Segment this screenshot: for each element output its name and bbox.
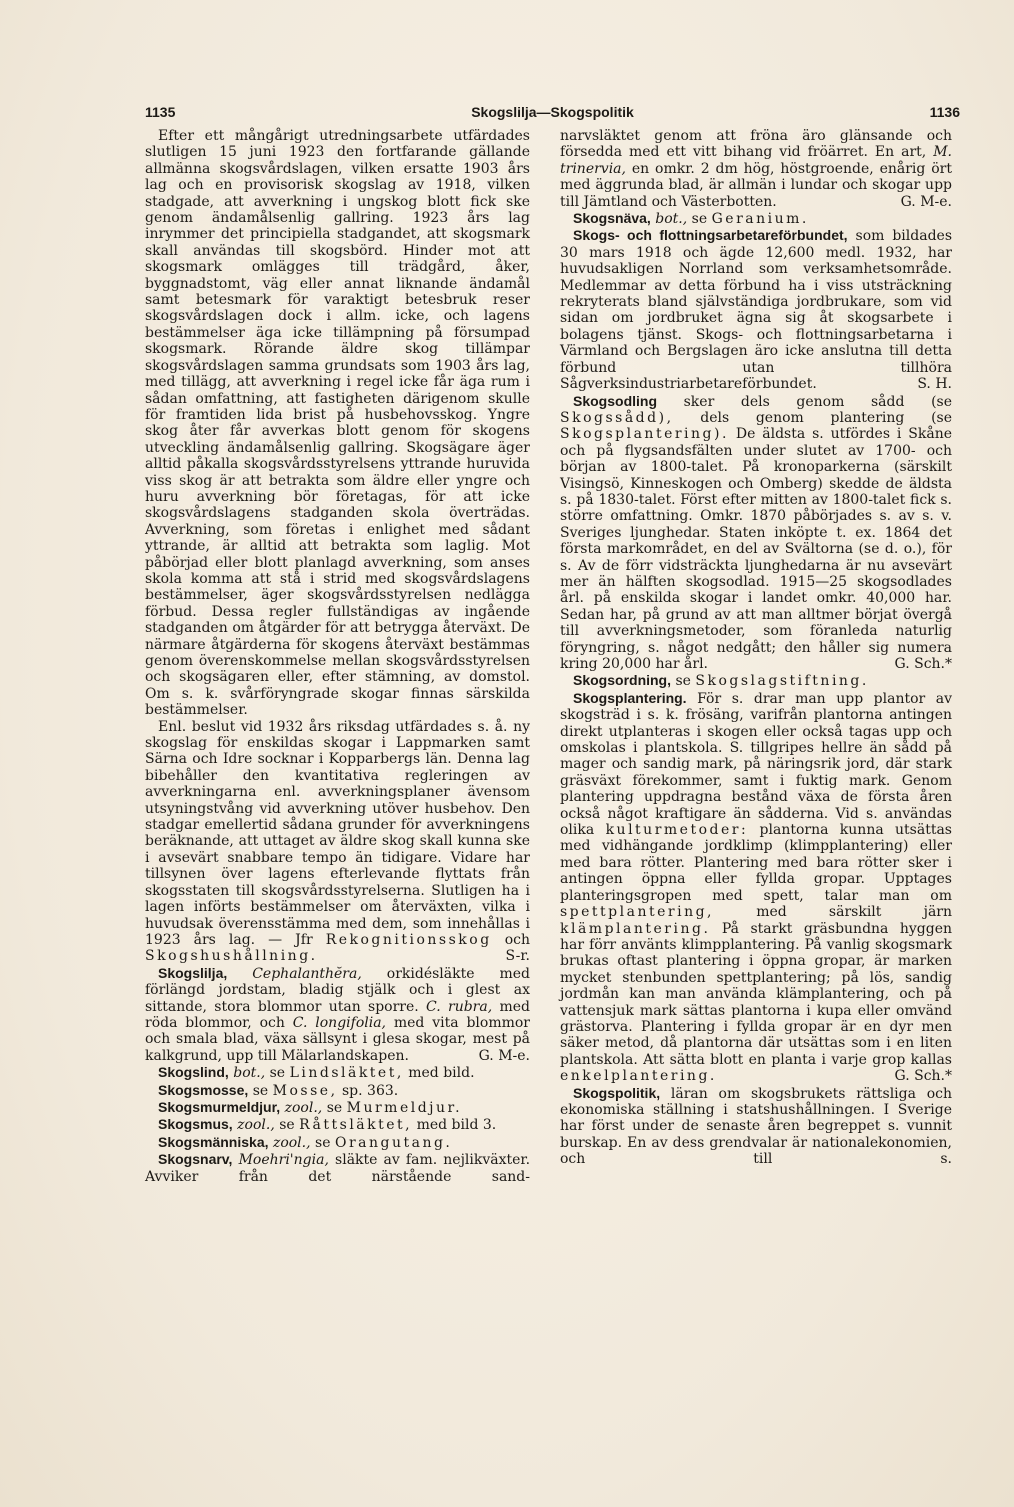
headword: Skogsordning,	[573, 672, 671, 689]
entry-skogsnarv-continued	[560, 128, 952, 210]
abbreviation: bot.,	[233, 1065, 266, 1082]
word: se	[269, 1065, 286, 1082]
right-column	[560, 128, 952, 1184]
word: se	[315, 1134, 331, 1151]
headword: Skogsnarv,	[158, 1151, 233, 1168]
running-title: Skogslilja—Skogspolitik	[471, 104, 634, 120]
headword: Skogsmurmeldjur,	[158, 1098, 281, 1115]
word: se	[326, 1099, 343, 1116]
headword: Skogslind,	[158, 1064, 229, 1081]
entry-skogsplantering	[560, 690, 952, 1085]
entry-text: som bildades 30 mars 1918 och ägde 12,600 medl. 1932, har huvudsakligen Norrland som verksamhetsområde. Medlemmar av detta förbund ha i viss utsträckning rekryterats bland självständiga jordbrukare, som vid sidan om jordbruket ägna sig åt skogsarbete i bolagens tjänst. Skogs- och flottningsarbetarna i Värmland och Bergslagen äro icke anslutna till detta förbund utan tillhöra Sågverksindustriarbetareförbundet.	[560, 228, 953, 393]
headword: Skogsnäva,	[573, 210, 651, 227]
entry-text: sker dels genom sådd (se	[683, 393, 952, 410]
headword: Skogspolitik,	[573, 1084, 661, 1101]
scientific-name: C. longifolia,	[292, 1014, 386, 1031]
entry-skogsmus	[145, 1116, 530, 1133]
entry-text: På starkt gräsbundna hyggen har förr använts klimpplantering. På vanlig skogsmark brukas oftast plantering i öppna gropar, är marken mycket stenbunden spettplantering; på lös, sandig jordmån kan man använda klämplantering, och på vattensjuk mark sättas plantorna i kupa eller omvänd grästorva. Plantering i fyllda gropar är en dyr men säker metod, då plantorna där utsättas som i en liten plantskola. Att sätta blott en planta i varje grop kallas	[560, 920, 953, 1068]
cross-reference: Murmeldjur.	[346, 1099, 463, 1116]
entry-skogsmurmeldjur	[145, 1099, 530, 1116]
cross-reference: Skogslagstiftning.	[695, 673, 869, 690]
entry-text: med bild 3.	[416, 1117, 497, 1134]
entry-skogsnava	[560, 210, 952, 227]
headword: Skogsmänniska,	[158, 1133, 269, 1150]
paragraph-text: Enl. beslut vid 1932 års riksdag utfärdades s. å. ny skogslag för enskildas skogar i Lappmarken samt Särna och Idre socknar i Kopparbergs län. Denna lag bibehåller den kvantitativa regleringen av avverkningarna enl. avverkningsplaner ävensom utsyningstvång vid avverkning utöver husbehov. Den stadgar emellertid sådana grunder för avverkningens beräknande, att uttaget av äldre skog skall kunna ske i avsevärt snabbare tempo än tidigare. Vidare har tillsynen över lagens efterlevande flyttats från skogsstaten till skogsvårdsstyrelserna. Slutligen ha i lagen införts bestämmelser om återväxten, vilka i huvudsak överensstämma med dem, som innehållas i 1923 års lag. — Jfr	[145, 718, 530, 948]
cross-reference: Skogshushållning.	[145, 948, 318, 965]
cross-reference: Lindsläktet,	[289, 1065, 404, 1082]
abbreviation: zool.,	[284, 1099, 323, 1116]
entry-text: dels genom plantering (se	[700, 409, 952, 426]
entry-text: narvsläktet genom att fröna äro glänsande och försedda med ett vitt bihang vid fröärret. En art,	[560, 128, 952, 161]
entry-skogsmosse	[145, 1082, 530, 1099]
scientific-name: Moehri'ngia,	[238, 1152, 329, 1169]
entry-skogslind	[145, 1064, 530, 1081]
term: spettplantering,	[560, 904, 714, 921]
signature: S. H.	[917, 376, 952, 393]
cross-reference: Skogsplantering).	[560, 426, 729, 443]
entry-text: med röda blommor, och	[145, 998, 531, 1031]
entry-skogsnarv	[145, 1151, 530, 1201]
paragraph	[145, 719, 530, 965]
word: se	[252, 1082, 269, 1099]
entry-text: en omkr. 2 dm hög, höstgroende, enårig ört med äggrunda blad, är allmän i lundar och skogar upp till Jämtland och Västerbotten.	[560, 160, 952, 210]
entry-text: släkte av fam. nejlikväxter. Avviker från det närstående sand-	[145, 1152, 531, 1185]
entry-skogs-och-flottningsarbetareforbundet	[560, 227, 952, 392]
page-header	[145, 104, 960, 124]
headword: Skogsmus,	[158, 1116, 233, 1133]
word: och	[504, 931, 531, 948]
signature: G. M-e.	[900, 193, 952, 210]
scientific-name: C. rubra,	[426, 998, 493, 1015]
headword: Skogsplantering.	[573, 689, 687, 706]
cross-reference: Geranium.	[711, 211, 809, 228]
entry-skogsordning	[560, 672, 952, 689]
page-number-right: 1136	[929, 104, 960, 120]
headword: Skogslilja,	[158, 964, 228, 981]
headword: Skogsmosse,	[158, 1081, 249, 1098]
entry-text: plantorna kunna utsättas med vidhängande jordklimp (klimpplantering) eller med bara rötter. Plantering med bara rötter sker i antingen öppna eller fyllda gropar. Upptages planteringsgropen med spett, talar man om	[560, 822, 952, 904]
entry-skogsodling	[560, 393, 952, 673]
entry-text: med bild.	[408, 1065, 475, 1082]
page-number-left: 1135	[145, 104, 176, 120]
abbreviation: zool.,	[237, 1117, 275, 1134]
entry-text: De äldsta s. utfördes i Skåne och på flygsandsfälten under slutet av 1700- och början av 1800-talet. På kronoparkerna (särskilt Visingsö, Kinneskogen och Omberg) skedde de äldsta s. på 1830-talet. Först efter mitten av 1800-talet fick s. större omfattning. Omkr. 1870 påbörjades s. av s. v. Sveriges ljunghedar. Staten inköpte t. ex. 1864 det första markområdet, en del av Svältorna (se d. o.), för s. Av de förr vidsträckta ljunghedarna är nu avsevärt mer än hälften skogsodlad. 1915—25 skogsodlades årl. på enskilda skogar i landet omkr. 40,000 har. Sedan har, på grund av att man alltmer börjat övergå till avverkningsmetoder, som föranleda naturlig föryngring, s. något nedgått; den håller sig numera kring 20,000 har årl.	[560, 426, 952, 672]
scientific-name: M. trinervia,	[560, 144, 952, 177]
cross-reference: Råttsläktet,	[299, 1117, 413, 1134]
entry-text: orkidésläkte med förlängd jordstam, bladig stjälk och i glest ax sittande, stora blommor utan sporre.	[145, 965, 530, 1015]
word: se	[691, 211, 708, 228]
entry-skogsmanniska	[145, 1134, 530, 1151]
signature: S-r.	[505, 948, 530, 965]
headword: Skogsodling	[573, 392, 657, 409]
paragraph-text: Efter ett mångårigt utredningsarbete utfärdades slutligen 15 juni 1923 den fortfarande gällande allmänna skogsvårdslagen, vilken ersatte 1903 års lag och en provisorisk skogslag av 1918, vilken stadgade, att avverkning i ungskog blott fick ske genom ändamålsenlig gallring. 1923 års lag inrymmer det principiella stadgandet, att skogsmark skall användas till skogsbörd. Hinder mot att skogsmark omlägges till trädgård, åker, byggnadstomt, väg eller annat liknande ändamål samt betesmark för varaktigt betesbruk reser skogsvårdslagen dock i allm. icke, och lagens bestämmelser äga icke tillämpning på försumpad skogsmark. Rörande äldre skog tillämpar skogsvårdslagen samma grundsats som 1903 års lag, med tillägg, att avverkning i regel icke får äga rum i sådan omfattning, att fastigheten därigenom skulle för framtiden lida brist på husbehovsskog. Yngre skog åter får avverkas blott genom för skogens utveckling ändamålsenlig gallring. Skogsägare äger alltid påkalla skogsvårdsstyrelsens yttrande huruvida viss skog är att betrakta som äldre eller yngre och huru avverkning bör företagas, för att icke skogsvårdslagens stadganden skola överträdas. Avverkning, som företas i enlighet med sådant yttrande, är alltid att betrakta som laglig. Mot påbörjad eller blott planlagd avverkning, som anses skola komma att stå i strid med skogsvårdslagens bestämmelser, äger skogsvårdsstyrelsen nedlägga förbud. Dessa regler fullständigas av ingående stadganden om åtgärder för att betrygga återväxt. De närmare åtgärderna för skogens återväxt bestämmas genom överenskommelse mellan skogsvårdsstyrelsen och skogsägaren eller, efter stämning, av domstol. Om s. k. svårföryngrade skogar finnas särskilda bestämmelser.	[145, 128, 530, 719]
abbreviation: zool.,	[272, 1134, 311, 1151]
entry-text: läran om skogsbrukets rättsliga och ekonomiska ställning i statshushållningen. I Sverige har först under de senaste åren begreppet s. vunnit burskap. En av dess grendvalar är nationalekonomien, och till s.	[560, 1085, 953, 1168]
signature: G. Sch.*	[894, 656, 952, 672]
abbreviation: bot.,	[655, 211, 688, 228]
term: klämplantering.	[560, 920, 711, 937]
cross-reference: Rekognitionsskog	[325, 931, 492, 948]
left-column	[145, 128, 530, 1201]
headword: Skogs- och flottningsarbetareförbundet,	[573, 227, 848, 244]
cross-reference: Mosse,	[272, 1082, 338, 1099]
term: enkelplantering.	[560, 1068, 717, 1085]
entry-text: sp. 363.	[341, 1082, 399, 1099]
scientific-name: Cephalanthĕra,	[252, 965, 362, 982]
paragraph	[145, 128, 530, 719]
signature: G. Sch.*	[894, 1068, 952, 1085]
signature: G. M-e.	[478, 1047, 530, 1064]
word: se	[279, 1117, 295, 1134]
entry-text: med särskilt järn	[756, 904, 952, 921]
cross-reference: Orangutang.	[334, 1134, 453, 1151]
cross-reference: Skogssådd),	[560, 409, 674, 426]
entry-text: För s. drar man upp plantor av skogsträd i s. k. frösäng, varifrån plantorna antingen direkt utplanteras i skogen eller också tagas upp och omskolas i plantskola. S. tillgripes hellre än sådd på mager och sandig mark, på näringsrik jord, där stark gräsväxt förekommer, samt i fuktig mark. Genom plantering uppdragna bestånd växa de första åren också något kraftigare än sådderna. Vid s. användas olika	[560, 690, 953, 839]
entry-text: med vita blommor och smala blad, växa sällsynt i glesa skogar, mest på kalkgrund, upp till Mälarlandskapen.	[145, 1014, 530, 1064]
entry-skogspolitik	[560, 1085, 952, 1184]
word: se	[675, 673, 691, 690]
entry-skogslilja	[145, 965, 530, 1064]
term: kulturmetoder:	[605, 822, 749, 839]
